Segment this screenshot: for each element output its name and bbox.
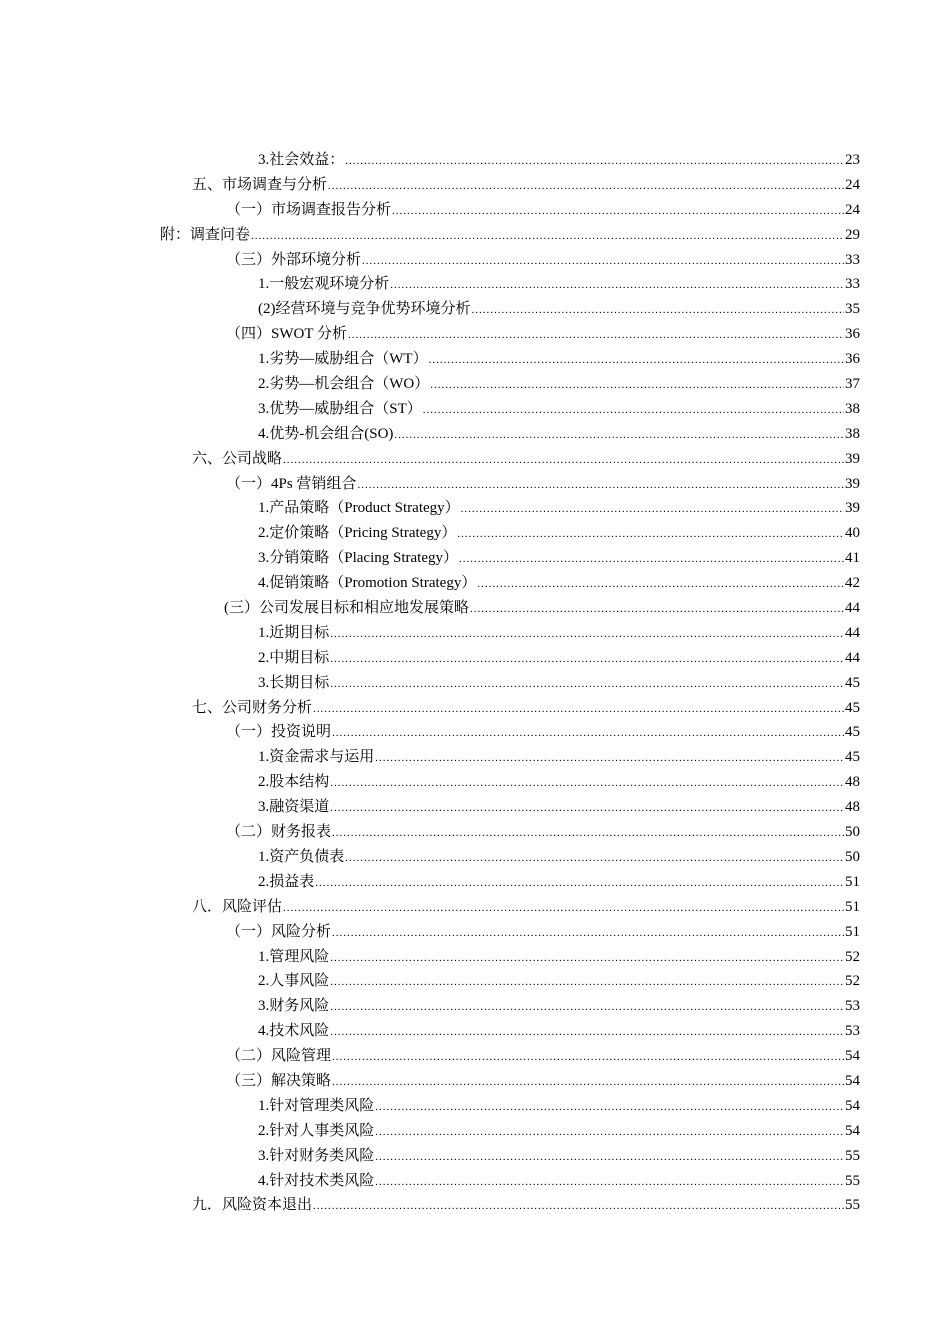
toc-entry-page-number: 36 xyxy=(845,351,860,368)
toc-entry[interactable] xyxy=(160,148,860,173)
toc-entry-page-number: 44 xyxy=(845,600,860,617)
toc-dot-leader xyxy=(332,1045,844,1070)
toc-entry-label: 七、公司财务分析 xyxy=(192,699,313,716)
toc-entry-label: 1.资产负债表 xyxy=(258,848,345,865)
toc-entry-page-number: 38 xyxy=(845,400,860,417)
toc-entry[interactable] xyxy=(160,521,860,546)
toc-dot-leader xyxy=(375,746,844,771)
toc-entry-page-number: 45 xyxy=(845,699,860,716)
toc-entry-label: (2)经营环境与竞争优势环境分析 xyxy=(258,301,471,318)
toc-entry-page-number: 44 xyxy=(845,649,860,666)
toc-entry-label: （三）外部环境分析 xyxy=(226,251,362,268)
toc-entry-page-number: 41 xyxy=(845,550,860,567)
toc-dot-leader xyxy=(332,1070,844,1095)
toc-dot-leader xyxy=(430,373,844,398)
toc-entry-page-number: 53 xyxy=(845,998,860,1015)
toc-entry-label: （二）财务报表 xyxy=(226,824,332,841)
toc-entry[interactable] xyxy=(160,1169,860,1194)
table-of-contents xyxy=(160,148,860,1218)
toc-entry-label: （四）SWOT 分析 xyxy=(226,326,347,343)
toc-dot-leader xyxy=(330,672,844,697)
toc-entry-label: 3.财务风险 xyxy=(258,998,330,1015)
toc-entry[interactable] xyxy=(160,248,860,273)
toc-dot-leader xyxy=(477,572,844,597)
toc-entry-label: （三）解决策略 xyxy=(226,1072,332,1089)
toc-entry[interactable] xyxy=(160,322,860,347)
toc-entry-label: （一）4Ps 营销组合 xyxy=(226,475,357,492)
toc-dot-leader xyxy=(328,174,844,199)
toc-entry-page-number: 39 xyxy=(845,450,860,467)
toc-entry[interactable] xyxy=(160,173,860,198)
toc-dot-leader xyxy=(459,547,844,572)
toc-entry[interactable] xyxy=(160,372,860,397)
toc-entry-page-number: 55 xyxy=(845,1172,860,1189)
toc-dot-leader xyxy=(357,473,844,498)
toc-entry[interactable] xyxy=(160,745,860,770)
toc-entry-label: (三）公司发展目标和相应地发展策略 xyxy=(224,600,469,617)
toc-entry[interactable] xyxy=(160,1069,860,1094)
toc-entry-label: （一）投资说明 xyxy=(226,724,332,741)
toc-entry-label: 1.产品策略（Product Strategy） xyxy=(258,500,460,517)
toc-entry-page-number: 33 xyxy=(845,251,860,268)
toc-entry[interactable] xyxy=(160,223,860,248)
toc-entry-page-number: 44 xyxy=(845,624,860,641)
toc-entry-page-number: 51 xyxy=(845,923,860,940)
toc-entry-page-number: 51 xyxy=(845,873,860,890)
toc-entry-page-number: 48 xyxy=(845,774,860,791)
toc-dot-leader xyxy=(332,821,844,846)
toc-dot-leader xyxy=(283,448,844,473)
toc-entry-label: （一）风险分析 xyxy=(226,923,332,940)
toc-dot-leader xyxy=(313,1194,844,1219)
toc-entry[interactable] xyxy=(160,720,860,745)
toc-entry-page-number: 54 xyxy=(845,1097,860,1114)
toc-dot-leader xyxy=(330,796,844,821)
toc-entry[interactable] xyxy=(160,621,860,646)
toc-entry-page-number: 37 xyxy=(845,376,860,393)
toc-entry-label: 3.长期目标 xyxy=(258,674,330,691)
toc-entry-label: 3.融资渠道 xyxy=(258,799,330,816)
toc-entry[interactable] xyxy=(160,795,860,820)
toc-entry[interactable] xyxy=(160,596,860,621)
toc-entry-page-number: 39 xyxy=(845,475,860,492)
toc-dot-leader xyxy=(330,995,844,1020)
toc-entry-page-number: 45 xyxy=(845,674,860,691)
toc-dot-leader xyxy=(429,348,844,373)
toc-entry-label: 2.针对人事类风险 xyxy=(258,1122,375,1139)
toc-dot-leader xyxy=(251,224,844,249)
toc-entry-label: 1.一般宏观环境分析 xyxy=(258,276,390,293)
toc-entry[interactable] xyxy=(160,1144,860,1169)
toc-entry[interactable] xyxy=(160,397,860,422)
toc-entry[interactable] xyxy=(160,845,860,870)
toc-entry[interactable] xyxy=(160,546,860,571)
toc-entry[interactable] xyxy=(160,920,860,945)
toc-entry[interactable] xyxy=(160,198,860,223)
toc-entry-label: 1.近期目标 xyxy=(258,624,330,641)
toc-entry-label: 2.损益表 xyxy=(258,873,315,890)
toc-entry-page-number: 55 xyxy=(845,1197,860,1214)
toc-entry-page-number: 54 xyxy=(845,1048,860,1065)
toc-entry-label: 3.社会效益： xyxy=(258,152,345,168)
toc-dot-leader xyxy=(390,273,844,298)
toc-entry-label: 五、市场调查与分析 xyxy=(192,176,328,193)
toc-entry-label: 4.促销策略（Promotion Strategy） xyxy=(258,575,477,592)
toc-dot-leader xyxy=(330,970,844,995)
toc-entry-label: 1.资金需求与运用 xyxy=(258,749,375,766)
toc-entry-page-number: 52 xyxy=(845,948,860,965)
toc-entry-label: 3.针对财务类风险 xyxy=(258,1147,375,1164)
toc-dot-leader xyxy=(330,946,844,971)
toc-dot-leader xyxy=(332,721,844,746)
toc-dot-leader xyxy=(375,1120,844,1145)
toc-dot-leader xyxy=(375,1145,844,1170)
toc-dot-leader xyxy=(330,771,844,796)
toc-entry[interactable] xyxy=(160,496,860,521)
toc-dot-leader xyxy=(345,846,844,871)
toc-dot-leader xyxy=(472,298,845,323)
toc-dot-leader xyxy=(330,622,844,647)
toc-dot-leader xyxy=(332,921,844,946)
toc-entry[interactable] xyxy=(160,1019,860,1044)
toc-entry[interactable] xyxy=(160,472,860,497)
toc-entry-page-number: 53 xyxy=(845,1023,860,1040)
toc-dot-leader xyxy=(283,896,844,921)
toc-dot-leader xyxy=(330,647,844,672)
toc-entry-label: 1.管理风险 xyxy=(258,948,330,965)
toc-dot-leader xyxy=(461,497,844,522)
toc-dot-leader xyxy=(315,871,844,896)
toc-entry-label: 4.针对技术类风险 xyxy=(258,1172,375,1189)
toc-entry-label: 3.优势—威胁组合（ST） xyxy=(258,400,422,417)
toc-entry-label: 1.劣势—威胁组合（WT） xyxy=(258,351,428,368)
toc-entry[interactable] xyxy=(160,969,860,994)
toc-entry-label: 六、公司战略 xyxy=(192,450,283,467)
toc-entry[interactable] xyxy=(160,422,860,447)
toc-entry[interactable] xyxy=(160,347,860,372)
toc-entry[interactable] xyxy=(160,447,860,472)
toc-entry[interactable] xyxy=(160,770,860,795)
toc-dot-leader xyxy=(423,398,844,423)
toc-entry-label: 4.优势-机会组合(SO) xyxy=(258,425,394,442)
toc-entry[interactable] xyxy=(160,994,860,1019)
toc-dot-leader xyxy=(348,323,844,348)
toc-entry-page-number: 45 xyxy=(845,749,860,766)
toc-dot-leader xyxy=(330,1020,844,1045)
toc-entry[interactable] xyxy=(160,297,860,322)
toc-entry-page-number: 50 xyxy=(845,824,860,841)
toc-dot-leader xyxy=(457,522,844,547)
toc-entry-page-number: 52 xyxy=(845,973,860,990)
toc-entry-page-number: 24 xyxy=(845,176,860,193)
toc-entry[interactable] xyxy=(160,945,860,970)
toc-entry-label: （一）市场调查报告分析 xyxy=(226,201,392,218)
toc-entry-label: 2.定价策略（Pricing Strategy） xyxy=(258,525,457,542)
toc-entry-page-number: 54 xyxy=(845,1122,860,1139)
toc-entry-page-number: 39 xyxy=(845,500,860,517)
toc-entry-label: （二）风险管理 xyxy=(226,1048,332,1065)
toc-dot-leader xyxy=(470,597,844,622)
toc-dot-leader xyxy=(345,149,844,174)
toc-entry-label: 九．风险资本退出 xyxy=(192,1197,313,1214)
toc-entry[interactable] xyxy=(160,895,860,920)
toc-entry[interactable] xyxy=(160,1193,860,1218)
toc-entry-label: 2.人事风险 xyxy=(258,973,330,990)
toc-entry[interactable] xyxy=(160,696,860,721)
toc-entry-page-number: 48 xyxy=(845,799,860,816)
toc-dot-leader xyxy=(375,1095,844,1120)
toc-dot-leader xyxy=(394,423,844,448)
toc-dot-leader xyxy=(375,1170,844,1195)
toc-entry[interactable] xyxy=(160,272,860,297)
toc-entry[interactable] xyxy=(160,646,860,671)
toc-entry-page-number: 55 xyxy=(845,1147,860,1164)
toc-entry-label: 3.分销策略（Placing Strategy） xyxy=(258,550,458,567)
toc-entry-page-number: 36 xyxy=(845,326,860,343)
toc-entry-label: 1.针对管理类风险 xyxy=(258,1097,375,1114)
toc-entry-page-number: 40 xyxy=(845,525,860,542)
toc-entry-page-number: 45 xyxy=(845,724,860,741)
toc-entry-page-number: 29 xyxy=(845,226,860,243)
toc-entry-label: 4.技术风险 xyxy=(258,1023,330,1040)
toc-entry-label: 2.劣势—机会组合（WO） xyxy=(258,376,430,393)
toc-entry[interactable] xyxy=(160,1044,860,1069)
toc-entry-page-number: 50 xyxy=(845,848,860,865)
toc-entry-page-number: 54 xyxy=(845,1072,860,1089)
toc-entry-page-number: 42 xyxy=(845,575,860,592)
toc-entry-label: 2.中期目标 xyxy=(258,649,330,666)
toc-dot-leader xyxy=(313,697,844,722)
toc-entry-page-number: 51 xyxy=(845,898,860,915)
toc-entry-label: 八．风险评估 xyxy=(192,898,283,915)
toc-entry-page-number: 38 xyxy=(845,425,860,442)
toc-entry-label: 2.股本结构 xyxy=(258,774,330,791)
toc-entry-page-number: 24 xyxy=(845,201,860,218)
toc-entry-page-number: 35 xyxy=(845,301,860,318)
toc-dot-leader xyxy=(392,199,844,224)
toc-dot-leader xyxy=(362,249,844,274)
toc-entry[interactable] xyxy=(160,571,860,596)
toc-entry[interactable] xyxy=(160,671,860,696)
toc-entry[interactable] xyxy=(160,1119,860,1144)
toc-entry-page-number: 33 xyxy=(845,276,860,293)
toc-entry[interactable] xyxy=(160,820,860,845)
toc-entry-page-number: 23 xyxy=(845,152,860,168)
toc-entry[interactable] xyxy=(160,1094,860,1119)
toc-entry[interactable] xyxy=(160,870,860,895)
toc-entry-label: 附：调查问卷 xyxy=(160,226,251,243)
